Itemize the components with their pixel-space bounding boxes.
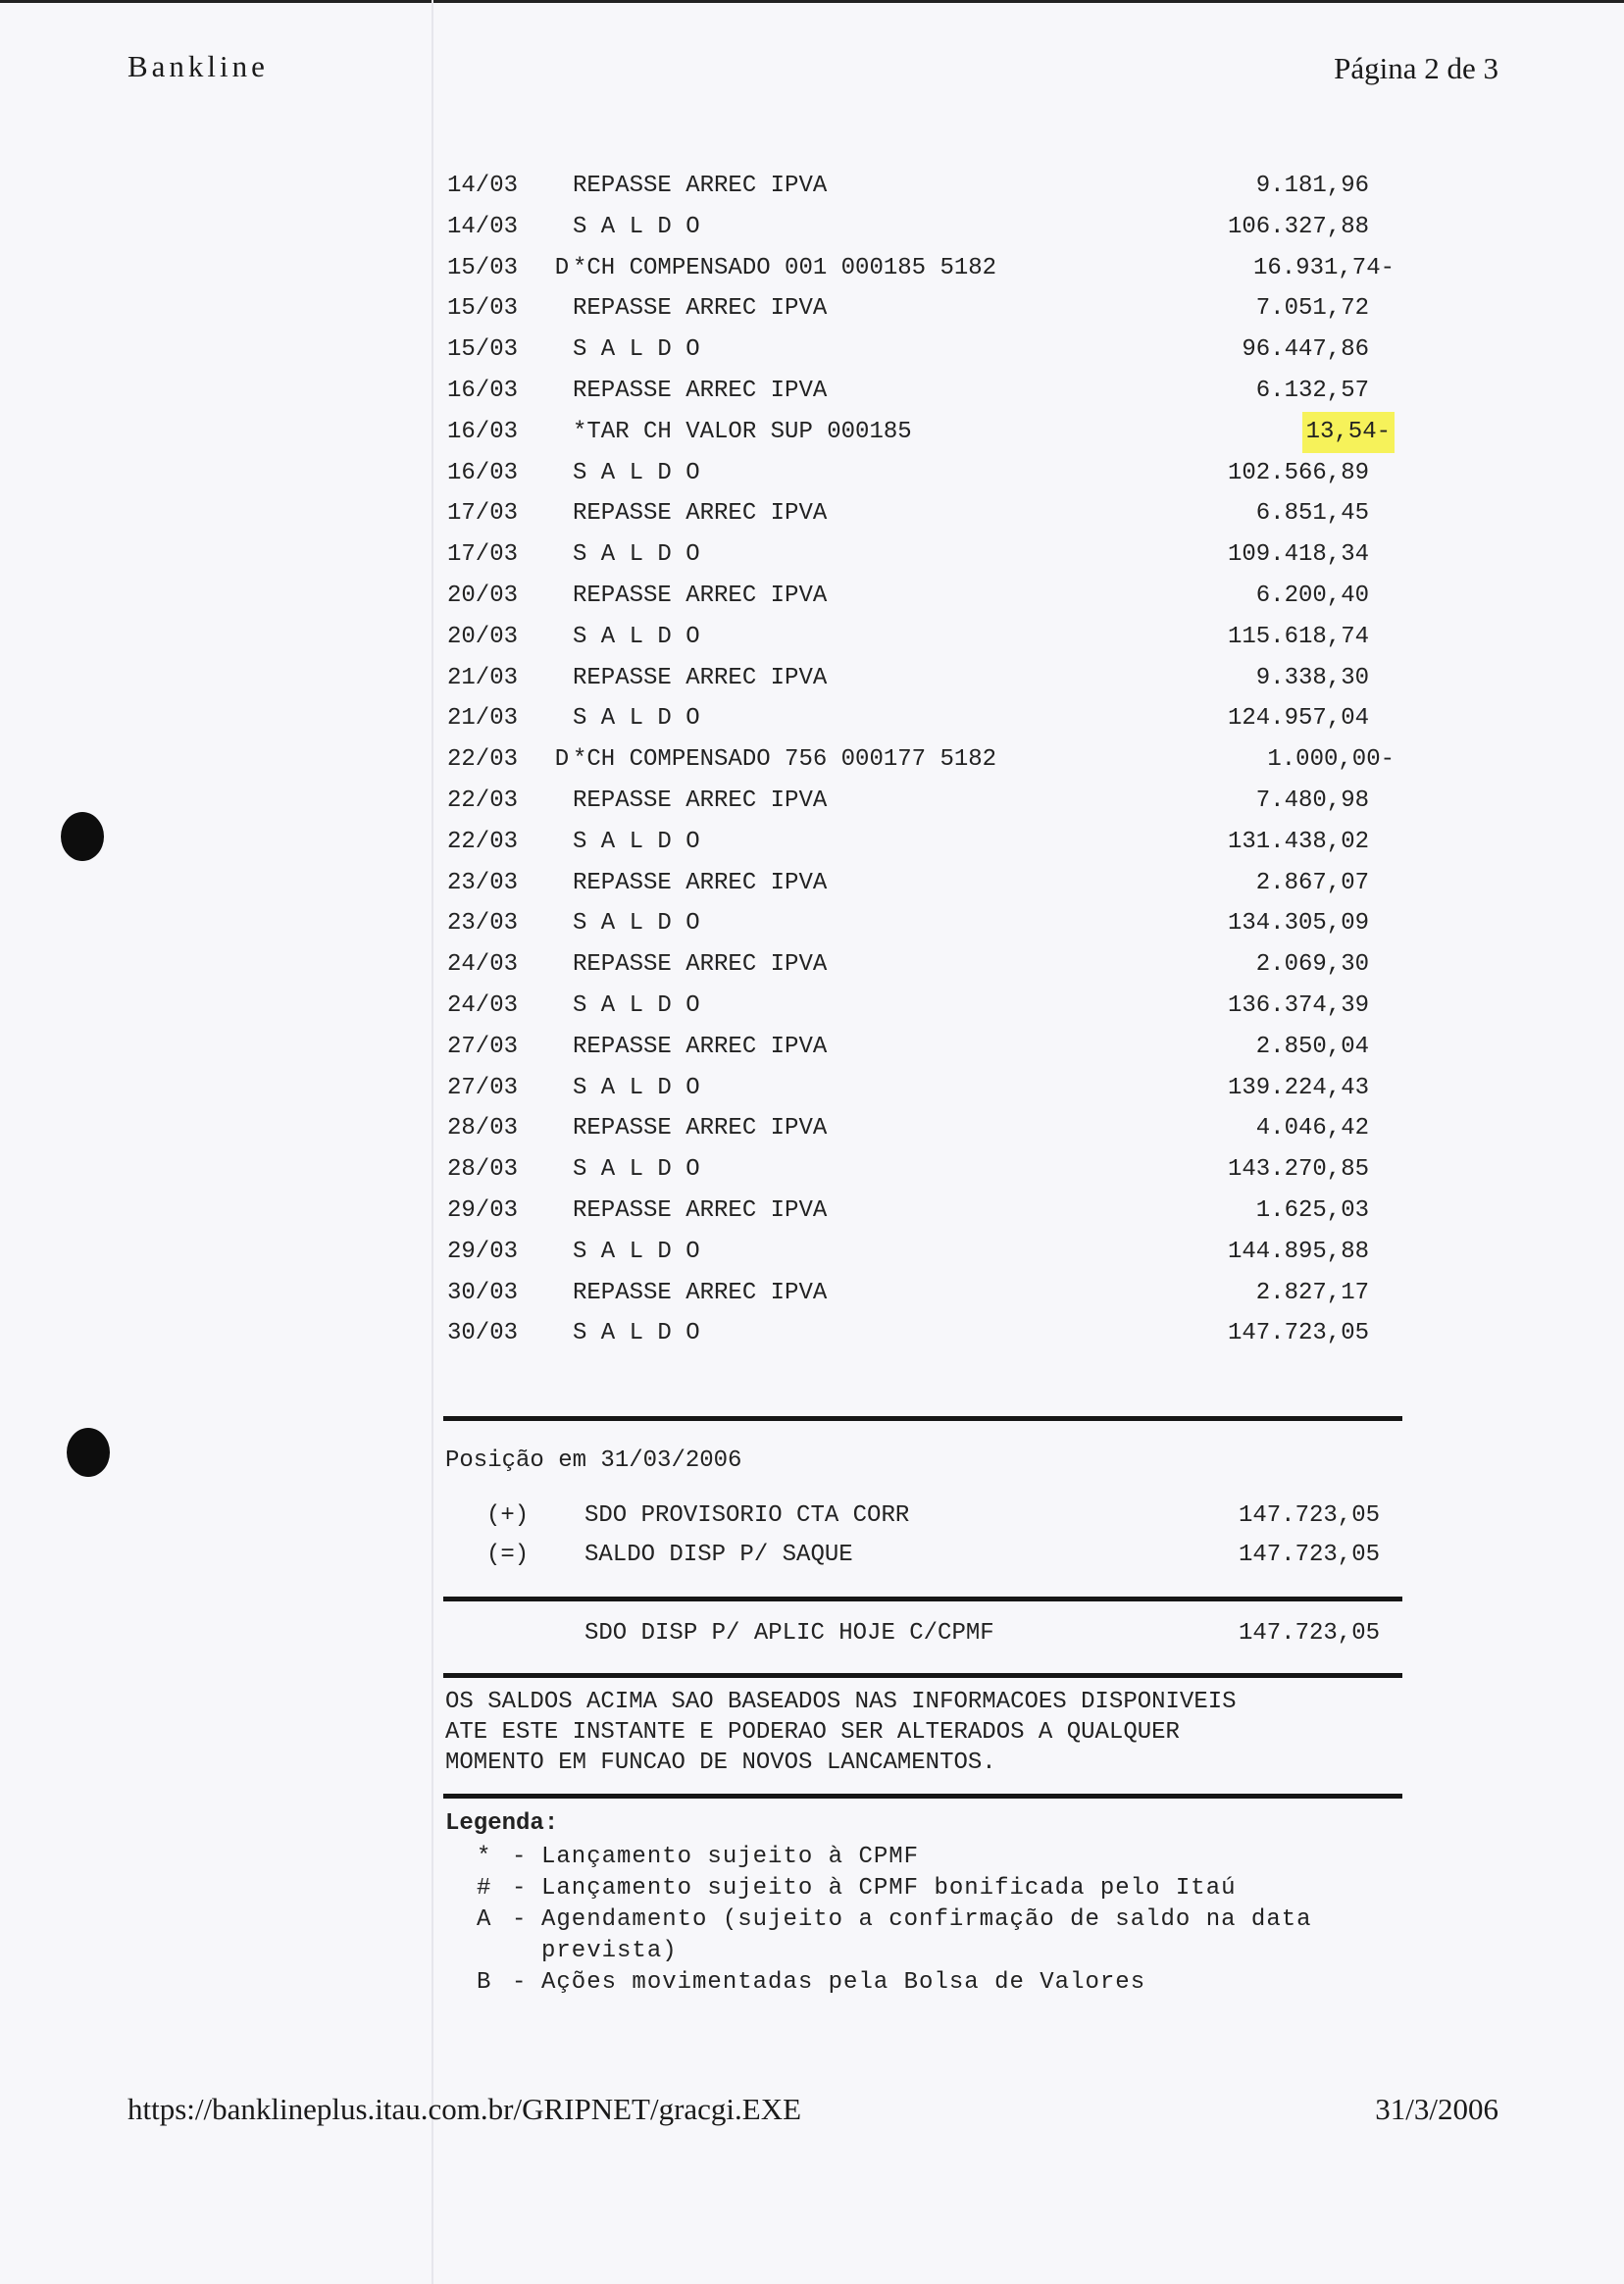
transaction-date: 22/03 xyxy=(447,746,519,774)
transaction-description: REPASSE ARREC IPVA xyxy=(573,500,828,528)
transaction-row xyxy=(447,1313,1369,1354)
transaction-date: 22/03 xyxy=(447,787,519,814)
transaction-date: 16/03 xyxy=(447,418,519,445)
transaction-description: S A L D O xyxy=(573,828,700,855)
transaction-description: REPASSE ARREC IPVA xyxy=(573,378,828,404)
transaction-description: S A L D O xyxy=(573,336,700,364)
transaction-description: S A L D O xyxy=(573,1320,700,1347)
transaction-row xyxy=(447,1232,1369,1273)
transaction-date: 28/03 xyxy=(447,1115,519,1142)
transaction-row xyxy=(447,986,1369,1027)
transaction-amount: 2.867,07 xyxy=(1255,869,1369,896)
legend-key: # xyxy=(477,1875,492,1902)
transaction-amount: 139.224,43 xyxy=(1227,1074,1369,1101)
summary-row-saque xyxy=(445,1536,1380,1575)
punch-hole-icon xyxy=(67,1428,110,1477)
transaction-row xyxy=(447,739,1395,781)
transaction-amount: 147.723,05 xyxy=(1227,1320,1369,1347)
transaction-date: 28/03 xyxy=(447,1156,519,1184)
transaction-amount: 2.850,04 xyxy=(1255,1033,1369,1060)
legend-text: Agendamento (sujeito a confirmação de saldo na data prevista) xyxy=(541,1906,1312,1964)
transaction-amount: 115.618,74 xyxy=(1227,623,1369,650)
transaction-description: REPASSE ARREC IPVA xyxy=(573,1197,828,1224)
transaction-description: S A L D O xyxy=(573,910,700,938)
transaction-description: S A L D O xyxy=(573,1238,700,1265)
transaction-row xyxy=(447,453,1369,494)
notice-line: MOMENTO EM FUNCAO DE NOVOS LANCAMENTOS. xyxy=(445,1750,996,1776)
transaction-date: 14/03 xyxy=(447,173,519,199)
transaction-description: S A L D O xyxy=(573,213,700,240)
transaction-description: REPASSE ARREC IPVA xyxy=(573,173,828,199)
transaction-amount: 102.566,89 xyxy=(1227,459,1369,486)
transaction-amount: 1.000,00- xyxy=(1267,746,1395,774)
transaction-amount: 4.046,42 xyxy=(1255,1115,1369,1142)
summary-label: SDO PROVISORIO CTA CORR xyxy=(584,1502,910,1529)
transaction-date: 20/03 xyxy=(447,623,519,650)
transaction-row xyxy=(447,412,1391,453)
transaction-description: S A L D O xyxy=(573,1156,700,1184)
summary-value: 147.723,05 xyxy=(1238,1502,1380,1529)
transaction-description: REPASSE ARREC IPVA xyxy=(573,1279,828,1306)
transaction-description: REPASSE ARREC IPVA xyxy=(573,869,828,896)
divider xyxy=(443,1673,1402,1678)
transaction-date: 27/03 xyxy=(447,1074,519,1101)
transaction-description: *TAR CH VALOR SUP 000185 xyxy=(573,418,912,445)
transaction-description: S A L D O xyxy=(573,623,700,650)
transaction-description: *CH COMPENSADO 001 000185 5182 xyxy=(573,254,997,281)
transaction-amount: 1.625,03 xyxy=(1255,1197,1369,1224)
transaction-date: 29/03 xyxy=(447,1197,519,1224)
transaction-amount: 13,54- xyxy=(1302,412,1395,453)
transaction-amount: 131.438,02 xyxy=(1227,828,1369,855)
transaction-description: REPASSE ARREC IPVA xyxy=(573,664,828,691)
transaction-row xyxy=(447,534,1369,576)
legend-title: Legenda: xyxy=(445,1810,559,1837)
position-title: Posição em 31/03/2006 xyxy=(445,1447,742,1474)
transaction-date: 17/03 xyxy=(447,541,519,569)
transaction-row xyxy=(447,330,1369,371)
transaction-amount: 106.327,88 xyxy=(1227,213,1369,240)
transaction-row xyxy=(447,1191,1369,1232)
transaction-description: S A L D O xyxy=(573,992,700,1019)
legend-key: A xyxy=(477,1906,492,1933)
transaction-date: 20/03 xyxy=(447,583,519,609)
notice-line: ATE ESTE INSTANTE E PODERAO SER ALTERADOS A QUALQUER xyxy=(445,1719,1180,1746)
transaction-date: 23/03 xyxy=(447,910,519,938)
transaction-description: REPASSE ARREC IPVA xyxy=(573,1115,828,1142)
transaction-row xyxy=(447,166,1369,207)
transaction-description: S A L D O xyxy=(573,705,700,733)
transaction-amount: 7.051,72 xyxy=(1255,295,1369,323)
transaction-date: 16/03 xyxy=(447,459,519,486)
transaction-row xyxy=(447,1068,1369,1109)
transaction-row xyxy=(447,248,1395,289)
transaction-description: REPASSE ARREC IPVA xyxy=(573,951,828,979)
transaction-date: 15/03 xyxy=(447,295,519,323)
transaction-row xyxy=(447,822,1369,863)
transaction-amount: 6.851,45 xyxy=(1255,500,1369,528)
transaction-row xyxy=(447,1149,1369,1191)
footer-date: 31/3/2006 xyxy=(1375,2092,1498,2126)
transaction-date: 23/03 xyxy=(447,869,519,896)
summary-row-provisorio xyxy=(445,1497,1380,1536)
summary-row-aplic xyxy=(445,1614,1380,1653)
balance-notice xyxy=(445,1687,1396,1778)
transaction-row xyxy=(447,903,1369,944)
transaction-row xyxy=(447,1108,1369,1149)
transaction-description: REPASSE ARREC IPVA xyxy=(573,1033,828,1060)
legend-key: * xyxy=(477,1844,492,1870)
transaction-description: REPASSE ARREC IPVA xyxy=(573,787,828,814)
transaction-date: 17/03 xyxy=(447,500,519,528)
transaction-row xyxy=(447,288,1369,330)
legend-text: Lançamento sujeito à CPMF xyxy=(541,1844,920,1870)
transaction-row xyxy=(447,576,1369,617)
transaction-row xyxy=(447,781,1369,822)
transaction-row xyxy=(447,863,1369,904)
transaction-row xyxy=(447,493,1369,534)
legend-text: Ações movimentadas pela Bolsa de Valores xyxy=(541,1969,1146,1996)
transaction-date: 21/03 xyxy=(447,705,519,733)
transaction-description: *CH COMPENSADO 756 000177 5182 xyxy=(573,746,997,774)
transaction-amount: 2.827,17 xyxy=(1255,1279,1369,1306)
paper-fold-line xyxy=(431,0,433,2284)
transaction-date: 24/03 xyxy=(447,951,519,979)
transaction-description: REPASSE ARREC IPVA xyxy=(573,583,828,609)
summary-sign: (+) xyxy=(486,1502,530,1529)
footer-url: https://banklineplus.itau.com.br/GRIPNET/gracgi.EXE xyxy=(127,2092,802,2126)
transaction-description: S A L D O xyxy=(573,459,700,486)
transaction-description: S A L D O xyxy=(573,1074,700,1101)
punch-hole-icon xyxy=(61,812,104,861)
transaction-date: 14/03 xyxy=(447,213,519,240)
transaction-amount: 96.447,86 xyxy=(1242,336,1369,364)
summary-value: 147.723,05 xyxy=(1238,1542,1380,1568)
transaction-amount: 6.132,57 xyxy=(1255,378,1369,404)
transaction-amount: 7.480,98 xyxy=(1255,787,1369,814)
divider xyxy=(443,1794,1402,1799)
transaction-amount: 9.181,96 xyxy=(1255,173,1369,199)
transaction-date: 15/03 xyxy=(447,254,519,281)
transaction-date: 16/03 xyxy=(447,378,519,404)
divider xyxy=(443,1597,1402,1601)
transaction-amount: 109.418,34 xyxy=(1227,541,1369,569)
transaction-row xyxy=(447,1027,1369,1068)
summary-label: SDO DISP P/ APLIC HOJE C/CPMF xyxy=(584,1620,994,1647)
page-number: Página 2 de 3 xyxy=(1334,51,1498,85)
legend-key: B xyxy=(477,1969,492,1996)
notice-line: OS SALDOS ACIMA SAO BASEADOS NAS INFORMACOES DISPONIVEIS xyxy=(445,1689,1237,1715)
summary-sign: (=) xyxy=(486,1542,530,1568)
transaction-flag: D xyxy=(554,746,570,774)
transaction-amount: 16.931,74- xyxy=(1252,254,1395,281)
transaction-amount: 9.338,30 xyxy=(1255,664,1369,691)
summary-label: SALDO DISP P/ SAQUE xyxy=(584,1542,853,1568)
transaction-amount: 134.305,09 xyxy=(1227,910,1369,938)
transaction-row xyxy=(447,944,1369,986)
transaction-date: 22/03 xyxy=(447,828,519,855)
transaction-row xyxy=(447,1273,1369,1314)
transaction-row xyxy=(447,617,1369,658)
transaction-date: 24/03 xyxy=(447,992,519,1019)
transaction-date: 29/03 xyxy=(447,1238,519,1265)
transaction-amount: 136.374,39 xyxy=(1227,992,1369,1019)
transaction-amount: 6.200,40 xyxy=(1255,583,1369,609)
transaction-amount: 124.957,04 xyxy=(1227,705,1369,733)
brand-title: Bankline xyxy=(127,49,269,83)
divider xyxy=(443,1416,1402,1421)
transaction-description: S A L D O xyxy=(573,541,700,569)
transaction-date: 15/03 xyxy=(447,336,519,364)
transaction-row xyxy=(447,207,1369,248)
transaction-date: 27/03 xyxy=(447,1033,519,1060)
transaction-row xyxy=(447,698,1369,739)
legend-text: Lançamento sujeito à CPMF bonificada pelo Itaú xyxy=(541,1875,1237,1902)
transaction-date: 21/03 xyxy=(447,664,519,691)
transaction-amount: 2.069,30 xyxy=(1255,951,1369,979)
transaction-amount: 143.270,85 xyxy=(1227,1156,1369,1184)
transaction-flag: D xyxy=(554,254,570,281)
summary-value: 147.723,05 xyxy=(1238,1620,1380,1647)
transaction-date: 30/03 xyxy=(447,1320,519,1347)
transaction-amount: 144.895,88 xyxy=(1227,1238,1369,1265)
transaction-description: REPASSE ARREC IPVA xyxy=(573,295,828,323)
transaction-date: 30/03 xyxy=(447,1279,519,1306)
transaction-row xyxy=(447,371,1369,412)
transaction-row xyxy=(447,658,1369,699)
